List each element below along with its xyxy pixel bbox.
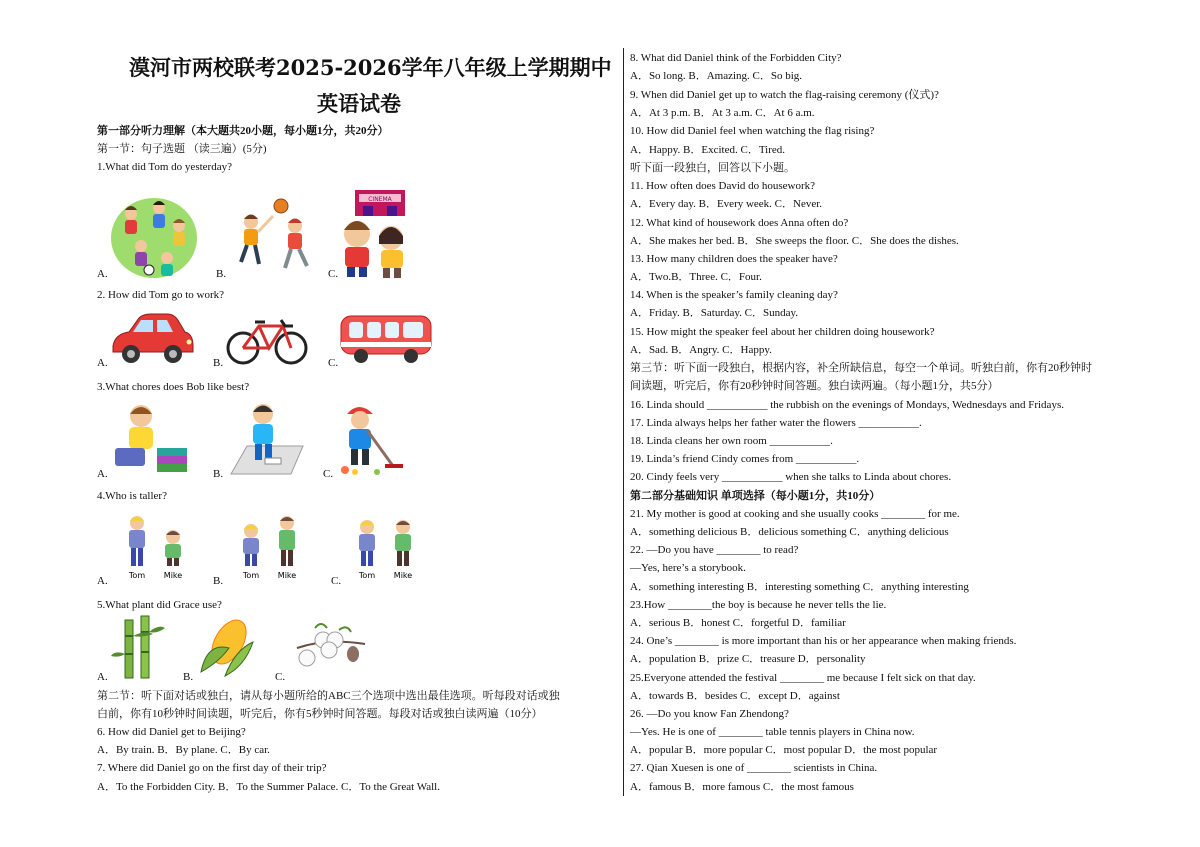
boy-folding-clothes-picture: [111, 402, 191, 474]
tom-label: Tom: [242, 571, 260, 580]
section3-instruction-line2: 间读题，听完后，你有20秒钟时间答题。独白读两遍。（每小题1分，共5分）: [630, 380, 999, 392]
q3-option-a-label: A.: [97, 468, 108, 480]
question-12-options: A．She makes her bed. B．She sweeps the floor. C．She does the dishes.: [630, 235, 959, 247]
q4-option-b-label: B.: [213, 575, 224, 587]
section2-instruction-line1: 第二节：听下面对话或独白，请从每小题所给的ABC三个选项中选出最佳选项。听每段对话或独: [97, 690, 560, 702]
question-27-options: A．famous B．more famous C．the most famous: [630, 781, 854, 793]
question-25: 25.Everyone attended the festival ________ me because I felt sick on that day.: [630, 672, 976, 684]
bus-picture: [339, 314, 433, 364]
question-12: 12. What kind of housework does Anna often do?: [630, 217, 849, 229]
question-9: 9. When did Daniel get up to watch the flag-raising ceremony (仪式)?: [630, 89, 939, 101]
question-1: 1.What did Tom do yesterday?: [97, 161, 232, 173]
question-3: 3.What chores does Bob like best?: [97, 381, 250, 393]
mike-label: Mike: [277, 571, 297, 580]
q1-option-c-label: C.: [328, 268, 339, 280]
question-25-options: A．towards B．besides C．except D．against: [630, 690, 840, 702]
question-11-options: A．Every day. B．Every week. C．Never.: [630, 198, 823, 210]
question-15-options: A．Sad. B．Angry. C．Happy.: [630, 344, 772, 356]
question-26-reply: —Yes. He is one of ________ table tennis players in China now.: [630, 726, 915, 738]
question-17: 17. Linda always helps her father water the flowers ___________.: [630, 417, 922, 429]
boy-mopping-floor-picture: [227, 402, 307, 476]
boys-playing-basketball-picture: [229, 196, 319, 274]
question-4: 4.Who is taller?: [97, 490, 167, 502]
question-23-options: A．serious B．honest C．forgetful D．familiar: [630, 617, 846, 629]
question-10: 10. How did Daniel feel when watching the flag rising?: [630, 125, 875, 137]
question-26-options: A．popular B．more popular C．most popular D．the most popular: [630, 744, 938, 756]
question-8-options: A．So long. B．Amazing. C．So big.: [630, 70, 803, 82]
question-6: 6. How did Daniel get to Beijing?: [97, 726, 246, 738]
question-9-options: A．At 3 p.m. B．At 3 a.m. C．At 6 a.m.: [630, 107, 815, 119]
q3-option-c-label: C.: [323, 468, 334, 480]
kids-playing-football-picture: [109, 196, 199, 280]
bicycle-picture: [225, 312, 309, 366]
question-22-reply: —Yes, here’s a storybook.: [630, 562, 746, 574]
question-20: 20. Cindy feels very ___________ when she talks to Linda about chores.: [630, 471, 952, 483]
tom-and-mike-picture-b: [235, 515, 305, 583]
q1-option-b-label: B.: [216, 268, 227, 280]
question-7: 7. Where did Daniel go on the first day of their trip?: [97, 762, 327, 774]
bamboo-picture: [111, 614, 167, 680]
question-21: 21. My mother is good at cooking and she usually cooks ________ for me.: [630, 508, 960, 520]
question-10-options: A．Happy. B．Excited. C．Tired.: [630, 144, 786, 156]
question-13: 13. How many children does the speaker have?: [630, 253, 838, 265]
part1-heading: 第一部分听力理解（本大题共20小题，每小题1分，共20分）: [97, 125, 389, 137]
tom-and-mike-picture-c: [351, 515, 421, 583]
section3-instruction-line1: 第三节：听下面一段独白，根据内容，补全所缺信息，每空一个单词。听独白前，你有20秒钟时: [630, 362, 1092, 374]
question-24: 24. One’s ________ is more important than his or her appearance when making friends.: [630, 635, 1017, 647]
question-18: 18. Linda cleans her own room ___________.: [630, 435, 833, 447]
mike-label: Mike: [163, 571, 183, 580]
q2-option-a-label: A.: [97, 357, 108, 369]
monologue-intro: 听下面一段独白，回答以下小题。: [630, 162, 795, 174]
boy-raking-leaves-picture: [335, 400, 407, 476]
column-divider: [623, 48, 624, 796]
kids-going-to-cinema-picture: [337, 188, 413, 280]
question-22: 22. —Do you have ________ to read?: [630, 544, 799, 556]
question-26: 26. —Do you know Fan Zhendong?: [630, 708, 789, 720]
q5-option-b-label: B.: [183, 671, 194, 683]
question-7-options: A．To the Forbidden City. B．To the Summer Palace. C．To the Great Wall.: [97, 781, 440, 793]
q4-option-c-label: C.: [331, 575, 342, 587]
question-24-options: A．population B．prize C．treasure D．personality: [630, 653, 866, 665]
question-5: 5.What plant did Grace use?: [97, 599, 222, 611]
section2-instruction-line2: 白前，你有10秒钟时间读题，听完后，你有5秒钟时间答题。每段对话或独白读两遍（10分）: [97, 708, 543, 720]
tom-and-mike-picture-a: [121, 515, 191, 583]
question-2: 2. How did Tom go to work?: [97, 289, 225, 301]
question-22-options: A．something interesting B．interesting something C．anything interesting: [630, 581, 969, 593]
mike-label: Mike: [393, 571, 413, 580]
page-title: 漠河市两校联考2025-2026学年八年级上学期期中: [129, 55, 612, 80]
question-23: 23.How ________the boy is because he never tells the lie.: [630, 599, 887, 611]
question-16: 16. Linda should ___________ the rubbish on the evenings of Mondays, Wednesdays and Fridays.: [630, 399, 1064, 411]
question-21-options: A．something delicious B．delicious something C．anything delicious: [630, 526, 949, 538]
red-car-picture: [109, 310, 195, 366]
cotton-picture: [293, 618, 369, 674]
page-subtitle: 英语试卷: [317, 91, 401, 116]
q2-option-c-label: C.: [328, 357, 339, 369]
cinema-sign: CINEMA: [368, 196, 392, 203]
corn-picture: [195, 616, 257, 678]
q3-option-b-label: B.: [213, 468, 224, 480]
question-14: 14. When is the speaker’s family cleaning day?: [630, 289, 838, 301]
section1-heading: 第一节：句子选题 （读三遍）(5分): [97, 143, 267, 155]
q5-option-a-label: A.: [97, 671, 108, 683]
question-13-options: A．Two.B．Three. C．Four.: [630, 271, 762, 283]
question-19: 19. Linda’s friend Cindy comes from ___________.: [630, 453, 860, 465]
tom-label: Tom: [128, 571, 146, 580]
part2-heading: 第二部分基础知识 单项选择（每小题1分，共10分）: [630, 490, 881, 502]
q4-option-a-label: A.: [97, 575, 108, 587]
question-8: 8. What did Daniel think of the Forbidden City?: [630, 52, 842, 64]
question-11: 11. How often does David do housework?: [630, 180, 816, 192]
question-6-options: A．By train. B．By plane. C．By car.: [97, 744, 270, 756]
q5-option-c-label: C.: [275, 671, 286, 683]
question-15: 15. How might the speaker feel about her children doing housework?: [630, 326, 935, 338]
question-27: 27. Qian Xuesen is one of ________ scientists in China.: [630, 762, 878, 774]
tom-label: Tom: [358, 571, 376, 580]
q1-option-a-label: A.: [97, 268, 108, 280]
q2-option-b-label: B.: [213, 357, 224, 369]
question-14-options: A．Friday. B．Saturday. C．Sunday.: [630, 307, 799, 319]
